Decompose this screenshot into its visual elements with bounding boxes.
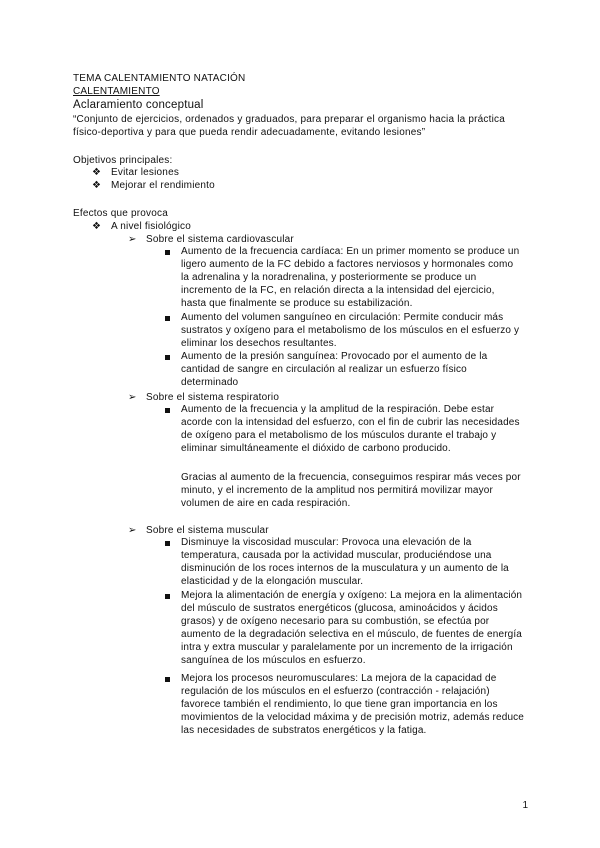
square-bullet-icon [165,355,170,360]
resp-item: Aumento de la frecuencia y la amplitud de la respiración. Debe estar acorde con la intensidad del esfuerzo, con el fin de cubrir las necesidades de oxígeno para el metabolismo de los músculos durante el trabajo y eliminar simultáneamente el dióxido de carbono producido. [181,404,520,454]
effects-heading: Efectos que provoca [73,208,168,219]
definition-line-1: “Conjunto de ejercicios, ordenados y graduados, para preparar el organismo hacia la práctica [73,114,505,125]
square-bullet-icon [165,316,170,321]
square-bullet-icon [165,408,170,413]
musc-heading: Sobre el sistema muscular [146,525,269,536]
diamond-bullet-icon: ❖ [92,221,101,232]
arrowhead-bullet-icon: ➢ [128,525,137,536]
square-bullet-icon [165,541,170,546]
square-bullet-icon [165,250,170,255]
cardio-heading: Sobre el sistema cardiovascular [146,234,294,245]
objective-item: Mejorar el rendimiento [111,180,215,191]
objective-item: Evitar lesiones [111,167,180,178]
subtitle: Aclaramiento conceptual [73,99,204,111]
document-title: TEMA CALENTAMIENTO NATACIÓN [73,73,246,84]
level-heading: A nivel fisiológico [111,221,191,232]
diamond-bullet-icon: ❖ [92,167,101,178]
cardio-item: Aumento del volumen sanguíneo en circulación: Permite conducir más sustratos y oxígeno para el metabolismo de los músculos en el esfuerzo y eliminar los desechos resultantes. [181,312,520,349]
musc-item: Disminuye la viscosidad muscular: Provoca una elevación de la temperatura, causada por la actividad muscular, produciéndose una disminución de los roces internos de la musculatura y un aumento de la elasticidad y de la elongación muscular. [181,537,509,587]
arrowhead-bullet-icon: ➢ [128,234,137,245]
square-bullet-icon [165,594,170,599]
arrowhead-bullet-icon: ➢ [128,392,137,403]
diamond-bullet-icon: ❖ [92,180,101,191]
musc-item: Mejora los procesos neuromusculares: La mejora de la capacidad de regulación de los músculos en el esfuerzo (contracción - relajación) favorece también el rendimiento, lo que tiene gran importancia en los movimientos de la velocidad máxima y de precisión motriz, además reduce las necesidades de substratos energéticos y la fatiga. [181,673,525,736]
section-heading: CALENTAMIENTO [73,86,160,97]
cardio-item: Aumento de la frecuencia cardíaca: En un primer momento se produce un ligero aumento de la FC debido a factores nerviosos y hormonales como la adrenalina y la noradrenalina, y posteriormente se produce un incremento de la FC, en relación directa a la intensidad del ejercicio, hasta que finalmente se produce su estabilización. [181,246,520,309]
resp-heading: Sobre el sistema respiratorio [146,392,280,403]
resp-note: Gracias al aumento de la frecuencia, conseguimos respirar más veces por minuto, y el incremento de la amplitud nos permitirá movilizar mayor volumen de aire en cada respiración. [181,472,521,509]
definition-line-2: físico-deportiva y para que pueda rendir adecuadamente, evitando lesiones” [73,127,426,138]
objectives-heading: Objetivos principales: [73,155,173,166]
square-bullet-icon [165,677,170,682]
page-number: 1 [522,800,528,811]
cardio-item: Aumento de la presión sanguínea: Provocado por el aumento de la cantidad de sangre en circulación al realizar un esfuerzo físico determinado [181,351,488,388]
musc-item: Mejora la alimentación de energía y oxígeno: La mejora en la alimentación del músculo de sustratos energéticos (glucosa, aminoácidos y ácidos grasos) y de oxígeno necesario para su combustión, se efectúa por aumento de la degradación selectiva en el músculo, de fuentes de energía intra y extra muscular y paralelamente por un incremento de la irrigación sanguínea de los músculos en esfuerzo. [181,590,523,666]
